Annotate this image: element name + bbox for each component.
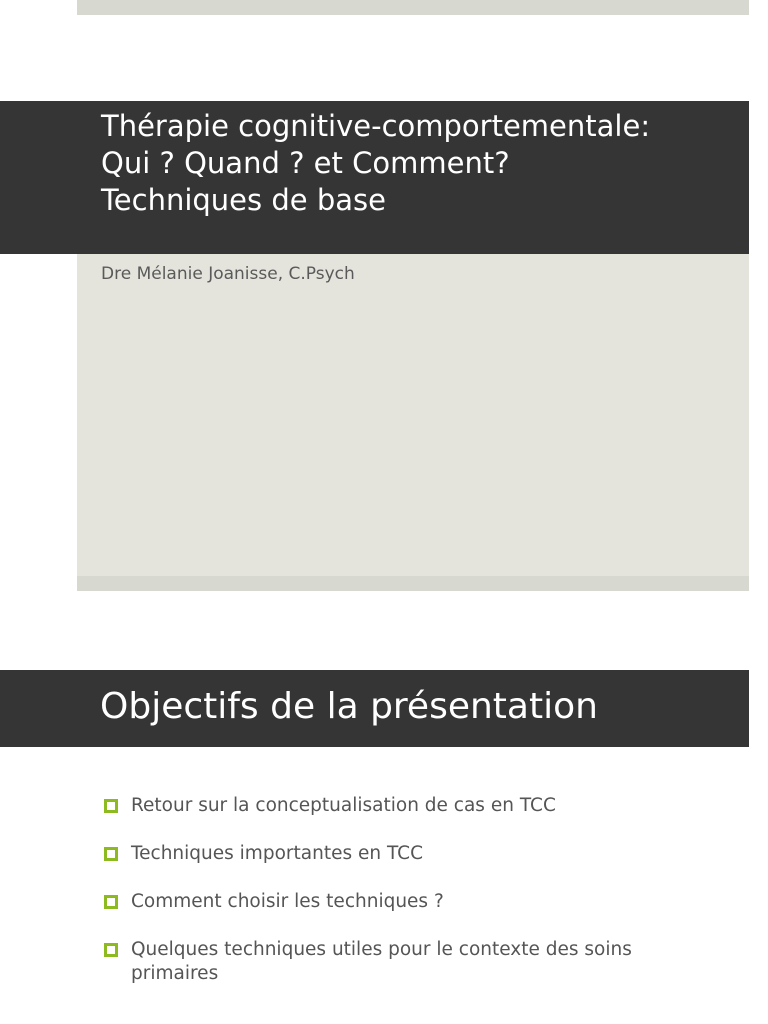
bullet-item [104, 842, 704, 866]
hollow-square-bullet-icon [104, 847, 118, 861]
previous-slide-edge [77, 0, 749, 15]
bullet-text: Techniques importantes en TCC [131, 843, 424, 864]
slide-2 [77, 670, 749, 1024]
bullet-item [104, 890, 704, 914]
hollow-square-bullet-icon [104, 799, 118, 813]
bullet-item [104, 938, 691, 986]
bullet-text: Retour sur la conceptualisation de cas en TCC [131, 795, 556, 816]
bullet-item [104, 794, 704, 818]
slide-1-title-line-3: Techniques de base [101, 183, 386, 217]
slide-1-title-line-1: Thérapie cognitive-comportementale: [101, 109, 651, 143]
slide-1-title-band [0, 101, 749, 254]
bullet-text: Quelques techniques utiles pour le contexte des soins primaires [131, 939, 632, 984]
slide-1 [77, 101, 749, 591]
hollow-square-bullet-icon [104, 895, 118, 909]
hollow-square-bullet-icon [104, 943, 118, 957]
slide-1-subtitle: Dre Mélanie Joanisse, C.Psych [101, 264, 355, 284]
bullet-list [104, 794, 704, 1010]
slide-2-title-band [0, 670, 749, 747]
slide-1-title [101, 108, 731, 219]
slide-2-title: Objectifs de la présentation [100, 686, 598, 727]
bullet-text: Comment choisir les techniques ? [131, 891, 444, 912]
slide-1-title-line-2: Qui ? Quand ? et Comment? [101, 146, 510, 180]
slide-1-footer-strip [77, 576, 749, 591]
